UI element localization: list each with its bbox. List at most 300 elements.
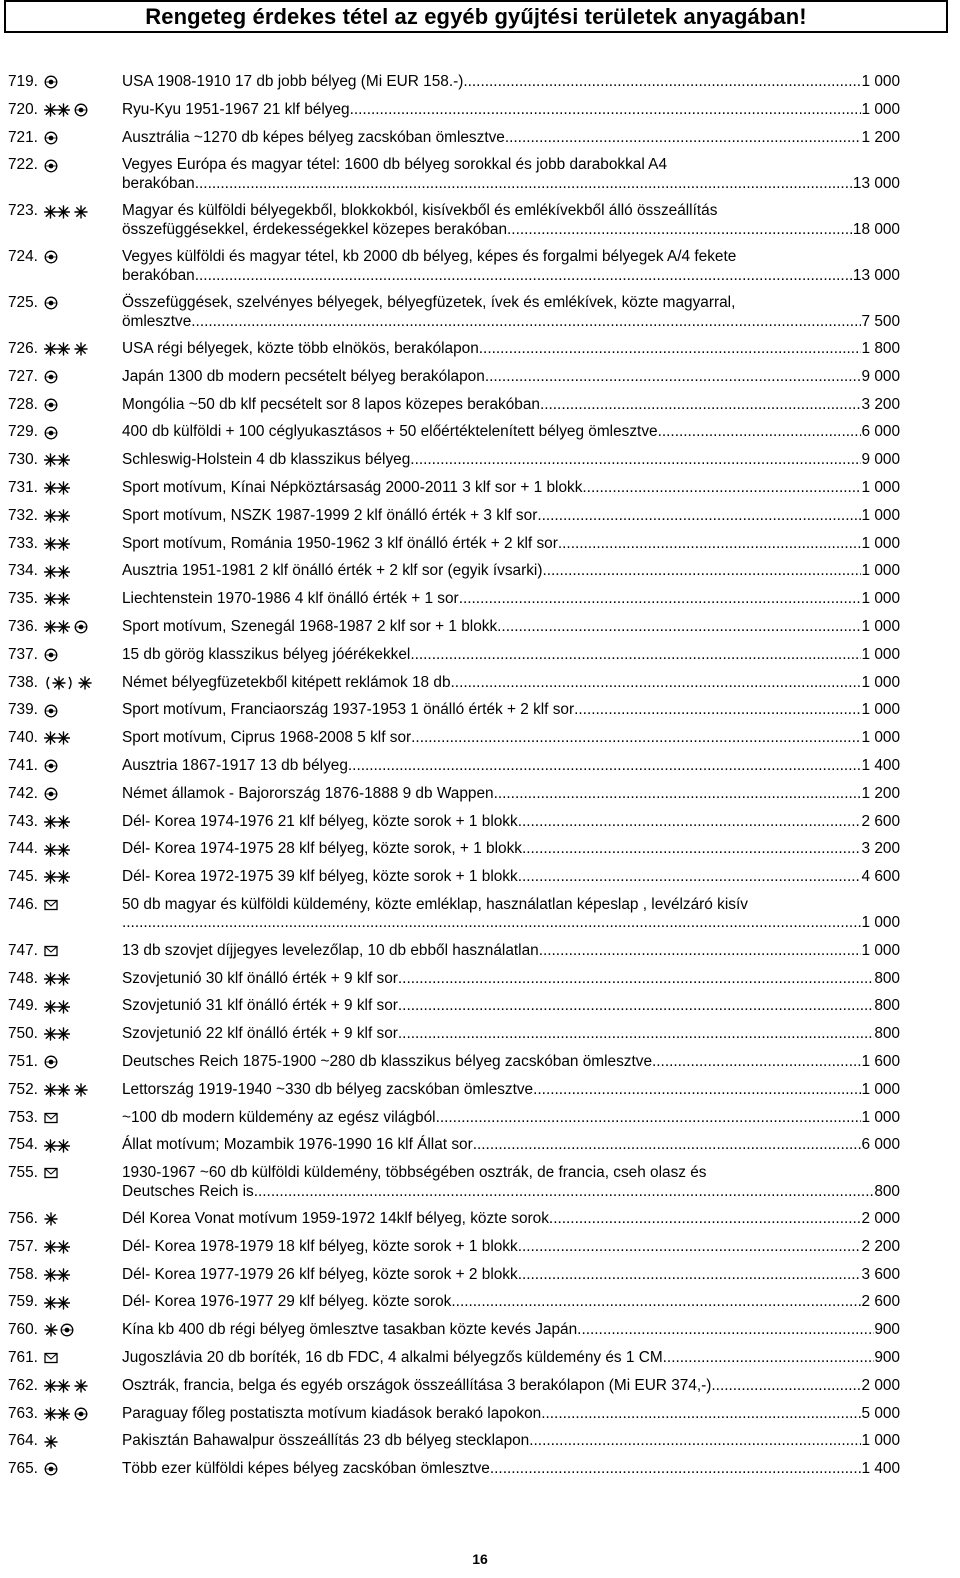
description-text: Magyar és külföldi bélyegekből, blokkokból, kisívekből és emlékívekből álló összeállítás	[122, 202, 718, 220]
condition-symbols	[44, 970, 122, 989]
hinged-star-icon	[44, 1435, 58, 1449]
lot-description	[122, 970, 900, 989]
page-header	[4, 0, 948, 33]
lot-number: 764.	[8, 1432, 38, 1450]
leader-dots	[522, 840, 862, 859]
lot-row	[8, 423, 900, 442]
description-text: Dél- Korea 1972-1975 39 klf bélyeg, közte sorok + 1 blokk	[122, 868, 518, 886]
description-text: Sport motívum, Szenegál 1968-1987 2 klf sor + 1 blokk	[122, 617, 498, 635]
lot-price: 1 000	[861, 73, 900, 90]
leader-dots	[485, 368, 862, 387]
mint-double-star-icon	[44, 1240, 70, 1254]
lot-number: 726.	[8, 339, 38, 357]
condition-symbols	[44, 868, 122, 887]
lot-number: 722.	[8, 156, 38, 174]
lot-row	[8, 202, 900, 239]
lot-number: 732.	[8, 506, 38, 524]
lot-price: 1 600	[861, 1052, 900, 1070]
description-text: 1930-1967 ~60 db külföldi küldemény, többségében osztrák, de francia, cseh olasz és	[122, 1164, 707, 1182]
lot-description	[122, 73, 900, 92]
lot-row	[8, 1081, 900, 1100]
description-text: ömlesztve	[122, 312, 192, 330]
used-stamp-icon	[44, 759, 58, 773]
used-stamp-icon	[44, 1462, 58, 1476]
hinged-and-used-icon	[44, 1323, 76, 1337]
lot-description	[122, 1238, 900, 1257]
lot-row	[8, 1349, 900, 1368]
lot-row	[8, 1053, 900, 1072]
lot-number: 750.	[8, 1025, 38, 1043]
condition-symbols	[44, 1293, 122, 1312]
leader-dots	[497, 618, 861, 637]
leader-dots	[582, 479, 861, 498]
condition-symbols	[44, 535, 122, 554]
used-stamp-icon	[44, 398, 58, 412]
condition-symbols	[44, 1405, 122, 1424]
lot-row	[8, 1109, 900, 1128]
description-text: ~100 db modern küldemény az egész világból	[122, 1108, 436, 1126]
leader-dots	[459, 590, 862, 609]
condition-symbols	[44, 1377, 122, 1396]
lot-row	[8, 73, 900, 92]
lot-row	[8, 1266, 900, 1285]
mint-double-star-icon	[44, 731, 70, 745]
description-text: Japán 1300 db modern pecsételt bélyeg berakólapon	[122, 367, 485, 385]
condition-symbols	[44, 1081, 122, 1100]
leader-dots	[549, 1210, 862, 1229]
description-text: Schleswig-Holstein 4 db klasszikus bélyeg	[122, 451, 411, 469]
mint-double-star-icon	[44, 1027, 70, 1041]
lot-row	[8, 729, 900, 748]
lot-description	[122, 479, 900, 498]
page-title: Rengeteg érdekes tétel az egyéb gyűjtési területek anyagában!	[145, 3, 807, 29]
description-text: összefüggésekkel, érdekességekkel közepes berakóban	[122, 220, 508, 238]
lot-number: 739.	[8, 701, 38, 719]
hinged-star-icon	[44, 1212, 58, 1226]
description-text: Mongólia ~50 db klf pecsételt sor 8 lapos közepes berakóban	[122, 395, 540, 413]
leader-dots	[494, 785, 862, 804]
leader-dots	[410, 451, 861, 470]
lot-number: 760.	[8, 1321, 38, 1339]
leader-dots	[490, 1460, 862, 1479]
condition-symbols	[44, 1025, 122, 1044]
hinged-star-icon	[74, 342, 88, 356]
leader-dots	[398, 997, 874, 1016]
lot-row	[8, 896, 900, 933]
lot-price: 1 000	[861, 590, 900, 608]
no-gum-star-icon	[44, 676, 74, 690]
lot-description	[122, 1321, 900, 1340]
used-stamp-icon	[44, 296, 58, 310]
leader-dots	[518, 813, 862, 832]
used-stamp-icon	[44, 1055, 58, 1069]
lot-price: 1 000	[861, 617, 900, 635]
lot-description	[122, 757, 900, 776]
description-text: Osztrák, francia, belga és egyéb országok összeállítása 3 berakólapon (Mi EUR 374,-)	[122, 1376, 712, 1394]
lot-row	[8, 507, 900, 526]
condition-symbols	[44, 646, 122, 665]
cover-envelope-icon	[44, 898, 58, 912]
lot-price: 1 000	[861, 729, 900, 747]
leader-dots	[479, 340, 862, 359]
description-text: Szovjetunió 30 klf önálló érték + 9 klf sor	[122, 969, 398, 987]
lot-price: 1 000	[861, 100, 900, 118]
lot-description	[122, 1266, 900, 1285]
leader-dots	[410, 646, 861, 665]
lot-price: 9 000	[861, 451, 900, 469]
used-stamp-icon	[74, 620, 88, 634]
description-text: Dél- Korea 1974-1976 21 klf bélyeg, közte sorok + 1 blokk	[122, 812, 518, 830]
lot-description	[122, 294, 900, 331]
lot-description	[122, 1460, 900, 1479]
description-text: 13 db szovjet díjjegyes levelezőlap, 10 db ebből használatlan	[122, 941, 539, 959]
lot-description	[122, 396, 900, 415]
lot-price: 1 000	[861, 1432, 900, 1450]
lot-row	[8, 1321, 900, 1340]
lot-description	[122, 1405, 900, 1424]
lot-number: 740.	[8, 729, 38, 747]
leader-dots	[663, 1349, 875, 1368]
description-text: Több ezer külföldi képes bélyeg zacskóban ömlesztve	[122, 1460, 490, 1478]
condition-symbols	[44, 942, 122, 961]
lot-description	[122, 340, 900, 359]
lot-row	[8, 868, 900, 887]
description-text: Ryu-Kyu 1951-1967 21 klf bélyeg	[122, 100, 350, 118]
lot-description	[122, 729, 900, 748]
condition-symbols	[44, 618, 122, 637]
lot-number: 765.	[8, 1460, 38, 1478]
lot-row	[8, 1210, 900, 1229]
lot-number: 735.	[8, 590, 38, 608]
condition-symbols	[44, 1321, 122, 1340]
lot-number: 762.	[8, 1376, 38, 1394]
description-text: 400 db külföldi + 100 céglyukasztásos + 50 előértéktelenített bélyeg ömlesztve	[122, 423, 658, 441]
lot-number: 729.	[8, 423, 38, 441]
description-text: Vegyes Európa és magyar tétel: 1600 db bélyeg sorokkal és jobb darabokkal A4	[122, 156, 668, 174]
lot-number: 757.	[8, 1237, 38, 1255]
condition-symbols	[44, 1136, 122, 1155]
condition-symbols	[44, 1109, 122, 1128]
lot-price: 1 000	[861, 701, 900, 719]
description-text: Sport motívum, Franciaország 1937-1953 1 önálló érték + 2 klf sor	[122, 701, 575, 719]
lot-number: 719.	[8, 73, 38, 90]
lot-price: 1 000	[861, 534, 900, 552]
lot-row	[8, 1136, 900, 1155]
description-text: Ausztria 1867-1917 13 db bélyeg	[122, 756, 348, 774]
lot-row	[8, 701, 900, 720]
lot-number: 742.	[8, 784, 38, 802]
lot-price: 3 600	[861, 1265, 900, 1283]
lot-number: 727.	[8, 367, 38, 385]
lot-row	[8, 757, 900, 776]
lot-row	[8, 942, 900, 961]
condition-symbols	[44, 1432, 122, 1451]
leader-dots	[473, 1136, 862, 1155]
leader-dots	[505, 129, 862, 148]
lot-description	[122, 101, 900, 120]
lot-description	[122, 1293, 900, 1312]
used-stamp-icon	[44, 370, 58, 384]
description-text: Szovjetunió 31 klf önálló érték + 9 klf sor	[122, 997, 398, 1015]
lot-number: 758.	[8, 1265, 38, 1283]
mint-double-star-icon	[44, 537, 70, 551]
description-text: Állat motívum; Mozambik 1976-1990 16 klf Állat sor	[122, 1136, 473, 1154]
cover-envelope-icon	[44, 1111, 58, 1125]
leader-dots	[463, 73, 861, 92]
leader-dots	[541, 1405, 861, 1424]
lot-price: 800	[874, 997, 900, 1015]
leader-dots	[558, 535, 862, 554]
lot-row	[8, 294, 900, 331]
lot-price: 1 200	[861, 784, 900, 802]
mint-double-star-icon	[44, 843, 70, 857]
lot-list	[8, 73, 900, 1488]
used-stamp-icon	[44, 704, 58, 718]
description-text: Dél- Korea 1977-1979 26 klf bélyeg, közte sorok + 2 blokk	[122, 1265, 518, 1283]
description-text: Dél Korea Vonat motívum 1959-1972 14klf bélyeg, közte sorok	[122, 1210, 549, 1228]
leader-dots	[398, 970, 874, 989]
lot-number: 753.	[8, 1108, 38, 1126]
condition-symbols	[44, 674, 122, 693]
lot-row	[8, 368, 900, 387]
lot-row	[8, 840, 900, 859]
lot-price: 2 600	[861, 812, 900, 830]
lot-description	[122, 368, 900, 387]
lot-number: 731.	[8, 478, 38, 496]
lot-description	[122, 868, 900, 887]
description-text: Liechtenstein 1970-1986 4 klf önálló érték + 1 sor	[122, 590, 459, 608]
used-stamp-icon	[44, 426, 58, 440]
cover-envelope-icon	[44, 944, 58, 958]
lot-price: 1 000	[861, 478, 900, 496]
lot-description	[122, 1081, 900, 1100]
lot-row	[8, 1025, 900, 1044]
condition-symbols	[44, 294, 122, 313]
leader-dots	[507, 221, 853, 240]
mint-double-star-icon	[44, 1268, 70, 1282]
lot-description	[122, 535, 900, 554]
description-text: USA régi bélyegek, közte több elnökös, berakólapon	[122, 339, 479, 357]
leader-dots	[542, 562, 861, 581]
condition-symbols	[44, 701, 122, 720]
condition-symbols	[44, 997, 122, 1016]
lot-price: 4 600	[861, 868, 900, 886]
lot-number: 724.	[8, 248, 38, 266]
lot-price: 2 000	[861, 1210, 900, 1228]
leader-dots	[540, 396, 862, 415]
leader-dots	[711, 1377, 861, 1396]
lot-number: 748.	[8, 969, 38, 987]
used-stamp-icon	[44, 787, 58, 801]
lot-price: 18 000	[852, 220, 900, 238]
lot-row	[8, 646, 900, 665]
lot-row	[8, 562, 900, 581]
lot-description	[122, 646, 900, 665]
description-text: Kína kb 400 db régi bélyeg ömlesztve tasakban közte kevés Japán	[122, 1321, 578, 1339]
description-text: Dél- Korea 1978-1979 18 klf bélyeg, közte sorok + 1 blokk	[122, 1237, 518, 1255]
lot-price: 1 000	[861, 914, 900, 932]
description-text: Sport motívum, Románia 1950-1962 3 klf önálló érték + 2 klf sor	[122, 534, 558, 552]
condition-symbols	[44, 340, 122, 359]
condition-symbols	[44, 562, 122, 581]
lot-row	[8, 340, 900, 359]
lot-number: 733.	[8, 534, 38, 552]
condition-symbols	[44, 479, 122, 498]
used-stamp-icon	[74, 1407, 88, 1421]
lot-description	[122, 1053, 900, 1072]
leader-dots	[436, 1109, 862, 1128]
lot-row	[8, 1238, 900, 1257]
description-text: Sport motívum, NSZK 1987-1999 2 klf önálló érték + 3 klf sor	[122, 506, 538, 524]
condition-symbols	[44, 73, 122, 92]
mint-double-star-icon	[44, 342, 70, 356]
lot-number: 723.	[8, 202, 38, 220]
condition-symbols	[44, 451, 122, 470]
lot-price: 800	[874, 1182, 900, 1200]
lot-price: 9 000	[861, 367, 900, 385]
lot-row	[8, 479, 900, 498]
lot-price: 1 000	[861, 941, 900, 959]
hinged-star-icon	[78, 676, 92, 690]
lot-number: 745.	[8, 868, 38, 886]
lot-description	[122, 942, 900, 961]
description-text: 50 db magyar és külföldi küldemény, közte emléklap, használatlan képeslap , levélzáró kisív	[122, 895, 748, 913]
hinged-star-icon	[74, 1083, 88, 1097]
lot-price: 1 400	[861, 1460, 900, 1478]
leader-dots	[529, 1432, 861, 1451]
leader-dots	[195, 267, 853, 286]
mint-double-star-icon	[44, 205, 70, 219]
lot-description	[122, 1349, 900, 1368]
lot-row	[8, 396, 900, 415]
description-text: Lettország 1919-1940 ~330 db bélyeg zacskóban ömlesztve	[122, 1080, 534, 1098]
leader-dots	[533, 1081, 861, 1100]
leader-dots	[539, 942, 862, 961]
used-stamp-icon	[44, 250, 58, 264]
leader-dots	[518, 1266, 862, 1285]
lot-row	[8, 970, 900, 989]
lot-number: 761.	[8, 1349, 38, 1367]
lot-row	[8, 248, 900, 285]
lot-price: 1 000	[861, 1080, 900, 1098]
mint-double-star-icon	[44, 815, 70, 829]
lot-row	[8, 129, 900, 148]
lot-price: 2 200	[861, 1237, 900, 1255]
description-text: Pakisztán Bahawalpur összeállítás 23 db bélyeg stecklapon	[122, 1432, 530, 1450]
lot-price: 2 600	[861, 1293, 900, 1311]
lot-description	[122, 451, 900, 470]
lot-price: 1 000	[861, 562, 900, 580]
lot-number: 751.	[8, 1052, 38, 1070]
lot-number: 728.	[8, 395, 38, 413]
leader-dots	[658, 423, 862, 442]
lot-description	[122, 129, 900, 148]
lot-row	[8, 785, 900, 804]
lot-number: 725.	[8, 294, 38, 312]
lot-row	[8, 1293, 900, 1312]
condition-symbols	[44, 729, 122, 748]
mint-double-star-icon	[44, 1139, 70, 1153]
lot-description	[122, 618, 900, 637]
lot-row	[8, 101, 900, 120]
mint-double-star-icon	[44, 481, 70, 495]
lot-number: 720.	[8, 100, 38, 118]
page-number: 16	[472, 1551, 488, 1567]
lot-price: 800	[874, 969, 900, 987]
lot-row	[8, 1460, 900, 1479]
mint-double-star-icon	[44, 1000, 70, 1014]
description-text: Vegyes külföldi és magyar tétel, kb 2000 db bélyeg, képes és forgalmi bélyegek A/4 fekete	[122, 248, 737, 266]
leader-dots	[195, 175, 853, 194]
condition-symbols	[44, 590, 122, 609]
lot-number: 746.	[8, 895, 38, 913]
lot-description	[122, 423, 900, 442]
lot-price: 13 000	[852, 266, 900, 284]
lot-row	[8, 1377, 900, 1396]
lot-number: 756.	[8, 1210, 38, 1228]
mint-double-star-icon	[44, 870, 70, 884]
lot-price: 2 000	[861, 1376, 900, 1394]
mint-double-star-icon	[44, 1379, 70, 1393]
used-stamp-icon	[74, 103, 88, 117]
description-text: Ausztrália ~1270 db képes bélyeg zacskóban ömlesztve	[122, 128, 505, 146]
lot-price: 900	[874, 1349, 900, 1367]
description-text: Összefüggések, szelvényes bélyegek, bélyegfüzetek, ívek és emlékívek, közte magyarral,	[122, 294, 736, 312]
lot-number: 734.	[8, 562, 38, 580]
lot-description	[122, 840, 900, 859]
description-text: USA 1908-1910 17 db jobb bélyeg (Mi EUR 158.-)	[122, 73, 464, 90]
description-text: Sport motívum, Ciprus 1968-2008 5 klf sor	[122, 729, 412, 747]
lot-price: 1 000	[861, 1108, 900, 1126]
leader-dots	[451, 674, 862, 693]
lot-description	[122, 813, 900, 832]
lot-row	[8, 451, 900, 470]
lot-number: 743.	[8, 812, 38, 830]
condition-symbols	[44, 368, 122, 387]
lot-row	[8, 156, 900, 193]
lot-price: 3 200	[861, 840, 900, 858]
leader-dots	[518, 868, 862, 887]
lot-row	[8, 590, 900, 609]
lot-price: 1 000	[861, 506, 900, 524]
used-stamp-icon	[44, 648, 58, 662]
mint-double-star-icon	[44, 592, 70, 606]
mint-double-star-icon	[44, 565, 70, 579]
lot-row	[8, 1405, 900, 1424]
lot-price: 7 500	[861, 312, 900, 330]
lot-description	[122, 674, 900, 693]
description-text: Deutsches Reich 1875-1900 ~280 db klasszikus bélyeg zacskóban ömlesztve	[122, 1052, 652, 1070]
condition-symbols	[44, 423, 122, 442]
condition-symbols	[44, 1053, 122, 1072]
lot-description	[122, 1432, 900, 1451]
condition-symbols	[44, 1164, 122, 1183]
lot-row	[8, 813, 900, 832]
condition-symbols	[44, 129, 122, 148]
lot-number: 749.	[8, 997, 38, 1015]
lot-price: 800	[874, 1025, 900, 1043]
lot-description	[122, 1109, 900, 1128]
lot-description	[122, 248, 900, 285]
lot-description	[122, 701, 900, 720]
condition-symbols	[44, 156, 122, 175]
lot-number: 738.	[8, 673, 38, 691]
used-stamp-icon	[44, 75, 58, 89]
lot-price: 6 000	[861, 1136, 900, 1154]
lot-description	[122, 156, 900, 193]
lot-description	[122, 1377, 900, 1396]
lot-number: 759.	[8, 1293, 38, 1311]
